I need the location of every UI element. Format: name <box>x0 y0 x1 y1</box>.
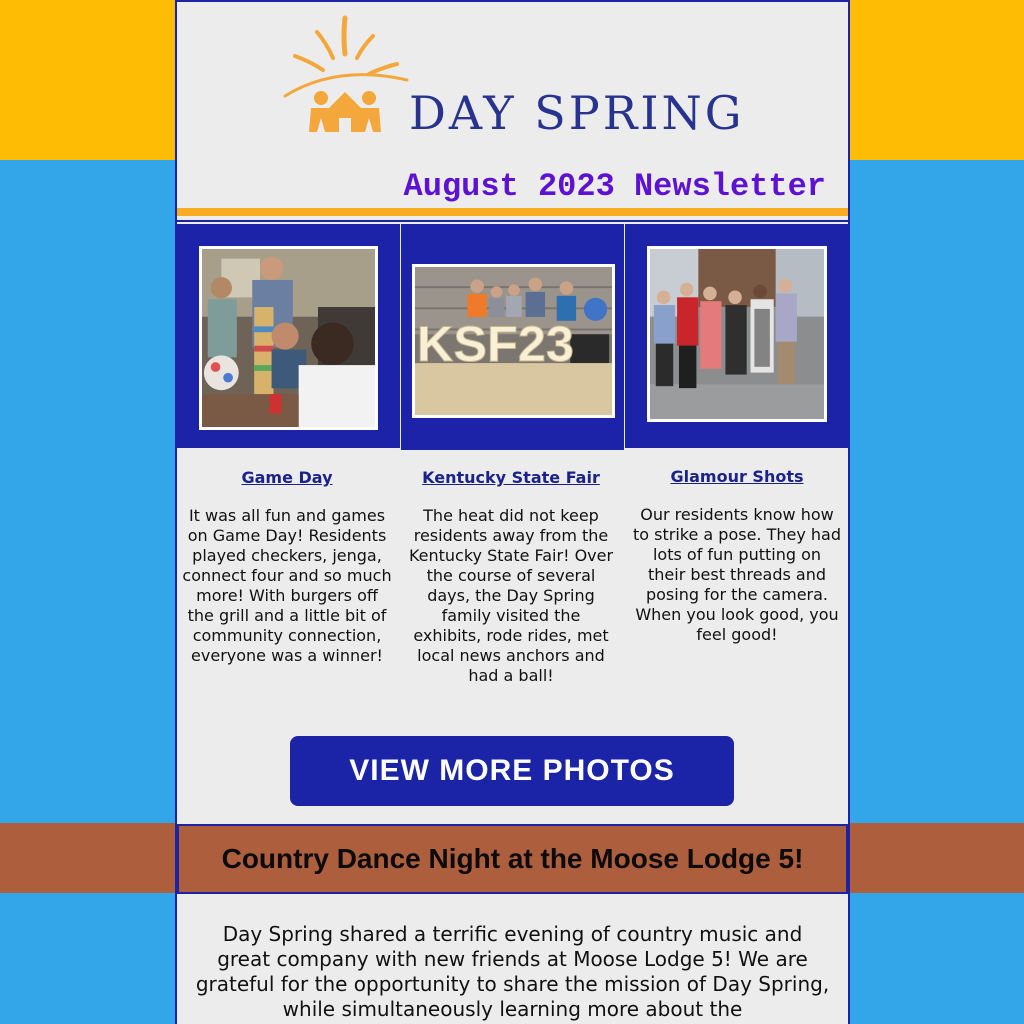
photo-cell-state-fair <box>401 224 624 450</box>
group-photo-icon <box>650 249 824 419</box>
photo-cell-glamour-shots <box>625 224 848 448</box>
glamour-shots-photo[interactable] <box>647 246 827 422</box>
game-day-photo-icon <box>202 249 375 427</box>
article-title-link[interactable]: Glamour Shots <box>670 467 804 486</box>
svg-text:KSF23: KSF23 <box>416 316 574 373</box>
gold-divider <box>177 208 848 216</box>
ksf23-photo-icon <box>415 267 612 415</box>
sun-house-icon <box>277 14 417 139</box>
article-body: Our residents know how to strike a pose. They had lots of fun putting on their best threads and posing for the camera. When you look good, you feel good! <box>632 505 841 644</box>
section-title: Country Dance Night at the Moose Lodge 5! <box>221 843 804 874</box>
section-header <box>177 824 848 894</box>
state-fair-photo[interactable] <box>412 264 615 418</box>
article-glamour-shots <box>632 467 842 645</box>
game-day-photo[interactable] <box>199 246 378 430</box>
section-body: Day Spring shared a terrific evening of country music and great company with new friends at Moose Lodge 5! We are grateful for the opportunity to share the mission of Day Spring, while simultaneously learning more about the <box>195 922 830 1021</box>
article-body: The heat did not keep residents away from the Kentucky State Fair! Over the course of several days, the Day Spring family visited the exhibits, rode rides, met local news anchors and had a ball! <box>408 506 614 685</box>
newsletter-title: August 2023 Newsletter <box>403 168 826 205</box>
view-more-photos-button[interactable]: VIEW MORE PHOTOS <box>290 736 734 806</box>
article-body: It was all fun and games on Game Day! Residents played checkers, jenga, connect four and so much more! With burgers off the grill and a little bit of community connection, everyone was a winner! <box>182 506 392 665</box>
article-state-fair <box>406 468 616 686</box>
article-title-link[interactable]: Game Day <box>241 468 333 487</box>
article-game-day <box>182 468 392 666</box>
photo-cell-game-day <box>177 224 400 448</box>
logo-wordmark: DAY SPRING <box>409 86 745 140</box>
newsletter-sheet <box>175 0 850 1024</box>
blue-divider <box>177 220 848 222</box>
article-title-link[interactable]: Kentucky State Fair <box>422 468 600 487</box>
